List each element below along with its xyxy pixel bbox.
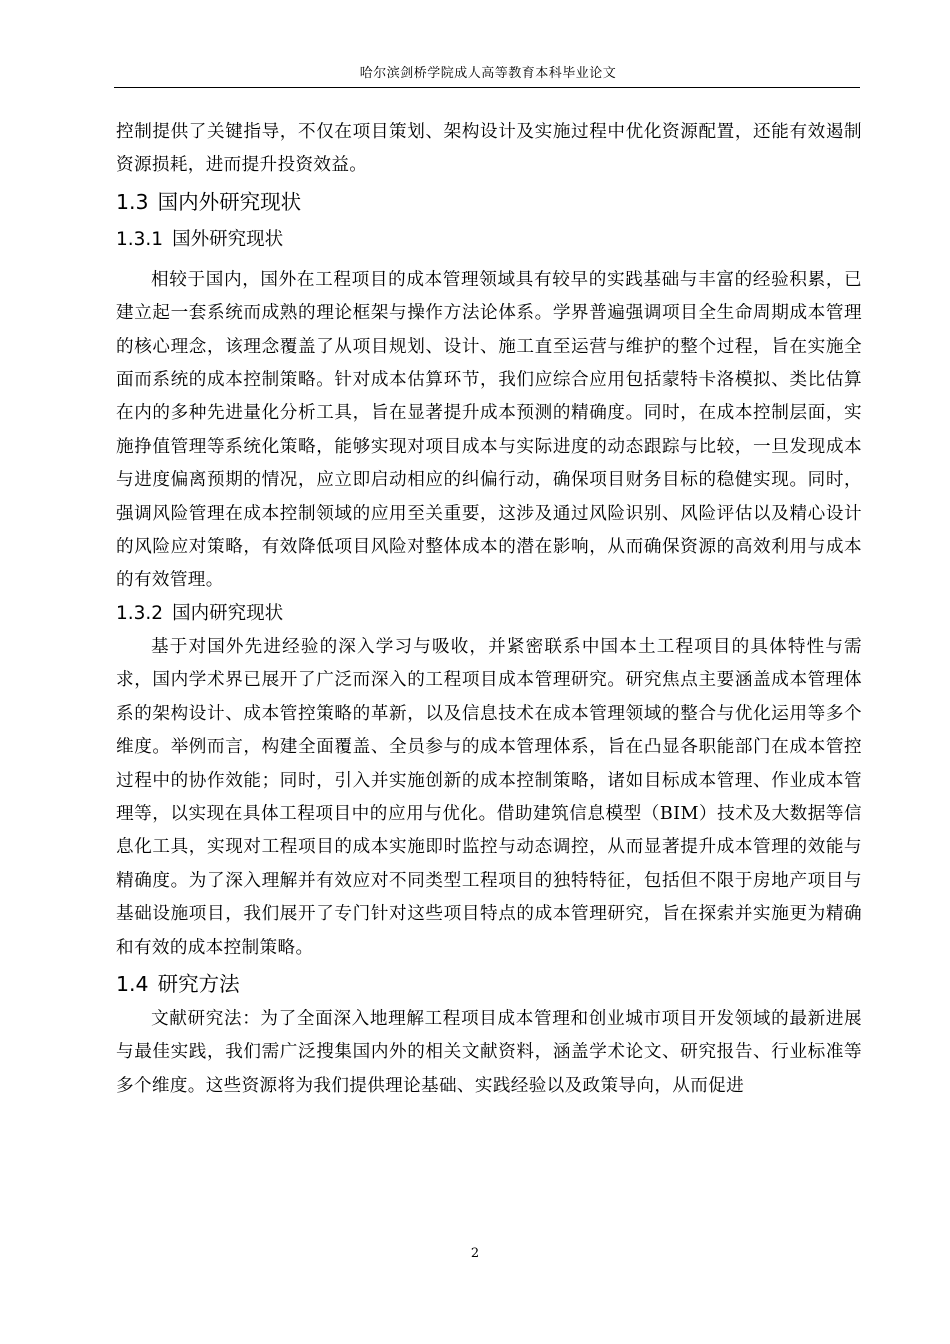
subsection-heading-1-3-1 — [116, 227, 862, 253]
intro-paragraph: 控制提供了关键指导，不仅在项目策划、架构设计及实施过程中优化资源配置，还能有效遏制资源损耗，进而提升投资效益。 — [116, 122, 862, 176]
section-number: 1.3 — [116, 189, 149, 214]
body-content — [116, 116, 862, 1103]
subsection-number: 1.3.1 — [116, 228, 164, 250]
paragraph-research-methods: 文献研究法：为了全面深入地理解工程项目成本管理和创业城市项目开发领域的最新进展与最佳实践，我们需广泛搜集国内外的相关文献资料，涵盖学术论文、研究报告、行业标准等多个维度。这些资源将为我们提供理论基础、实践经验以及政策导向，从而促进 — [116, 1008, 862, 1096]
subsection-title: 国内研究现状 — [172, 602, 284, 624]
section-title: 研究方法 — [157, 971, 240, 996]
paragraph-foreign-research: 相较于国内，国外在工程项目的成本管理领域具有较早的实践基础与丰富的经验积累，已建立起一套系统而成熟的理论框架与操作方法论体系。学界普遍强调项目全生命周期成本管理的核心理念，该理念覆盖了从项目规划、设计、施工直至运营与维护的整个过程，旨在实施全面而系统的成本控制策略。针对成本估算环节，我们应综合应用包括蒙特卡洛模拟、类比估算在内的多种先进量化分析工具，旨在显著提升成本预测的精确度。同时，在成本控制层面，实施挣值管理等系统化策略，能够实现对项目成本与实际进度的动态跟踪与比较，一旦发现成本与进度偏离预期的情况，应立即启动相应的纠偏行动，确保项目财务目标的稳健实现。同时，强调风险管理在成本控制领域的应用至关重要，这涉及通过风险识别、风险评估以及精心设计的风险应对策略，有效降低项目风险对整体成本的潜在影响，从而确保资源的高效利用与成本的有效管理。 — [116, 269, 862, 591]
page-number: 2 — [470, 1246, 480, 1261]
subsection-number: 1.3.2 — [116, 602, 164, 624]
section-heading-1-4 — [116, 971, 862, 997]
running-header: 哈尔滨剑桥学院成人高等教育本科毕业论文 — [359, 66, 617, 81]
paragraph-domestic-research: 基于对国外先进经验的深入学习与吸收，并紧密联系中国本土工程项目的具体特性与需求，国内学术界已展开了广泛而深入的工程项目成本管理研究。研究焦点主要涵盖成本管理体系的架构设计、成本管控策略的革新，以及信息技术在成本管理领域的整合与优化运用等多个维度。举例而言，构建全面覆盖、全员参与的成本管理体系，旨在凸显各职能部门在成本管控过程中的协作效能；同时，引入并实施创新的成本控制策略，诸如目标成本管理、作业成本管理等，以实现在具体工程项目中的应用与优化。借助建筑信息模型（BIM）技术及大数据等信息化工具，实现对工程项目的成本实施即时监控与动态调控，从而显著提升成本管理的效能与精确度。为了深入理解并有效应对不同类型工程项目的独特特征，包括但不限于房地产项目与基础设施项目，我们展开了专门针对这些项目特点的成本管理研究，旨在探索并实施更为精确和有效的成本控制策略。 — [116, 636, 862, 958]
section-number: 1.4 — [116, 971, 149, 996]
header-divider — [114, 87, 860, 88]
section-heading-1-3 — [116, 189, 862, 215]
subsection-title: 国外研究现状 — [172, 228, 284, 250]
subsection-heading-1-3-2 — [116, 601, 862, 627]
section-title: 国内外研究现状 — [157, 189, 302, 214]
